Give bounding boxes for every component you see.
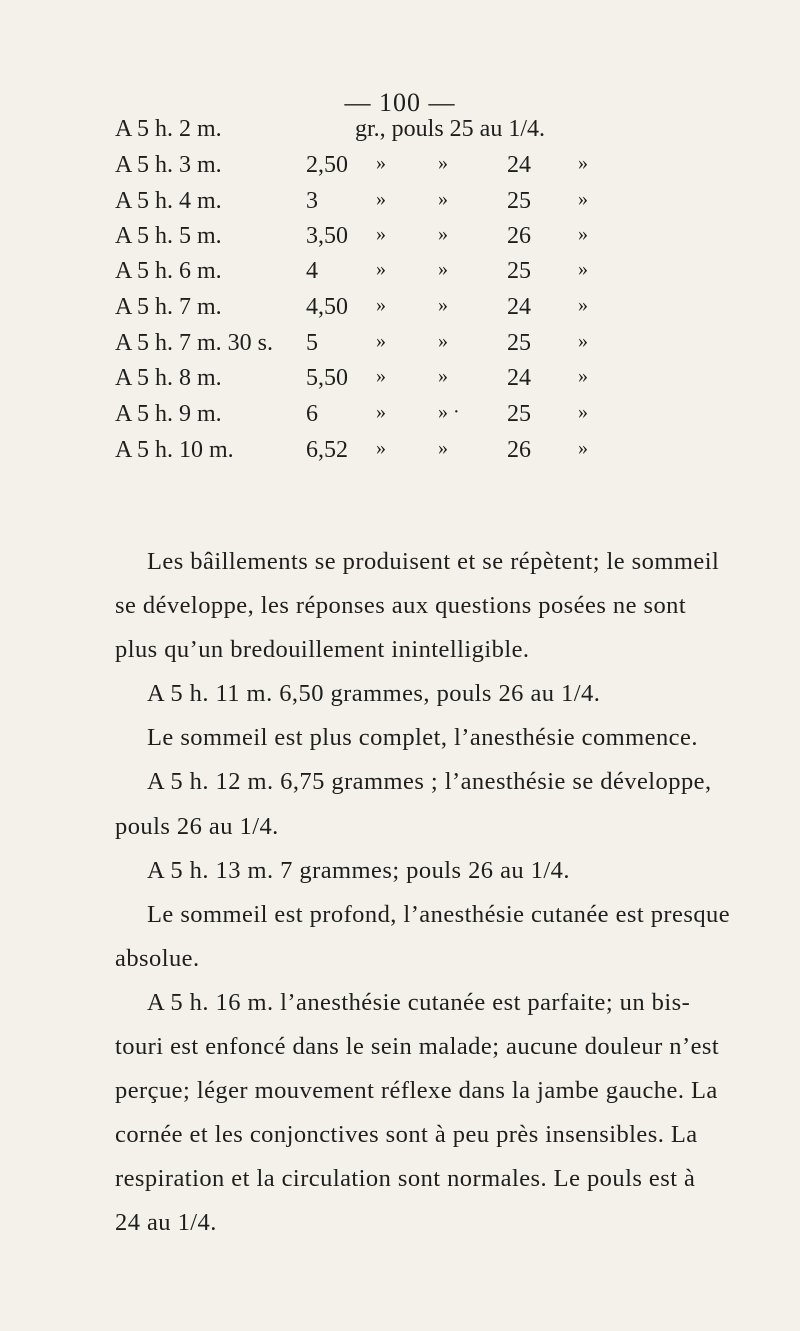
dose-cell: 6,52 <box>306 437 348 463</box>
text-line: 24 au 1/4. <box>115 1209 217 1237</box>
text-line: A 5 h. 12 m. 6,75 grammes ; l’anesthésie se développe, <box>147 768 712 796</box>
dose-cell: 4,50 <box>306 294 348 320</box>
table-row <box>0 294 800 326</box>
page-number: — 100 — <box>344 88 456 117</box>
ditto-mark: » · <box>438 401 460 423</box>
time-cell: A 5 h. 3 m. <box>115 152 222 178</box>
text-line: plus qu’un bredouillement inintelligible. <box>115 636 530 664</box>
table-row <box>0 401 800 433</box>
dose-cell: 4 <box>306 258 318 284</box>
text-line: Les bâillements se produisent et se répètent; le sommeil <box>147 548 720 575</box>
text-line: Le sommeil est profond, l’anesthésie cutanée est presque <box>147 900 731 928</box>
dose-cell: 5 <box>306 330 318 356</box>
ditto-mark: » <box>578 294 588 316</box>
ditto-mark: » <box>438 258 448 280</box>
table-row <box>0 437 800 469</box>
dose-cell: 6 <box>306 401 318 427</box>
ditto-mark: » <box>376 152 386 174</box>
time-cell: A 5 h. 2 m. <box>115 116 222 142</box>
text-line: A 5 h. 13 m. 7 grammes; pouls 26 au 1/4. <box>147 856 570 884</box>
text-line: Le sommeil est plus complet, l’anesthésie commence. <box>147 724 698 752</box>
ditto-mark: » <box>578 152 588 174</box>
table-row <box>0 330 800 362</box>
ditto-mark: » <box>578 401 588 423</box>
text-line: pouls 26 au 1/4. <box>115 812 279 840</box>
ditto-mark: » <box>578 365 588 387</box>
pulse-cell: 26 <box>507 437 531 463</box>
ditto-mark: » <box>438 223 448 245</box>
ditto-mark: » <box>438 188 448 210</box>
ditto-mark: » <box>438 330 448 352</box>
time-cell: A 5 h. 9 m. <box>115 401 222 427</box>
pulse-cell: 24 <box>507 152 531 178</box>
table-row <box>0 152 800 184</box>
dose-cell: 5,50 <box>306 365 348 391</box>
ditto-mark: » <box>376 258 386 280</box>
text-line: A 5 h. 11 m. 6,50 grammes, pouls 26 au 1/4. <box>147 680 601 708</box>
time-cell: A 5 h. 6 m. <box>115 258 222 284</box>
pulse-cell: 24 <box>507 294 531 320</box>
pulse-cell: 25 <box>507 330 531 356</box>
table-row <box>0 223 800 255</box>
text-line: A 5 h. 16 m. l’anesthésie cutanée est parfaite; un bis- <box>147 988 691 1016</box>
dose-cell: 3,50 <box>306 223 348 249</box>
dose-cell: 3 <box>306 188 318 214</box>
ditto-mark: » <box>376 365 386 387</box>
pulse-cell: 26 <box>507 223 531 249</box>
ditto-mark: » <box>376 223 386 245</box>
ditto-mark: » <box>438 437 448 459</box>
text-line: se développe, les réponses aux questions posées ne sont <box>115 592 687 620</box>
ditto-mark: » <box>376 294 386 316</box>
table-row <box>0 365 800 397</box>
pulse-cell: 25 <box>507 258 531 284</box>
time-cell: A 5 h. 10 m. <box>115 437 234 463</box>
text-line: perçue; léger mouvement réflexe dans la jambe gauche. La <box>115 1077 718 1105</box>
time-cell: A 5 h. 7 m. 30 s. <box>115 330 274 356</box>
body-text <box>115 540 800 1246</box>
text-line: cornée et les conjonctives sont à peu près insensibles. La <box>115 1121 698 1149</box>
text-line: touri est enfoncé dans le sein malade; aucune douleur n’est <box>115 1033 720 1061</box>
pulse-cell: 24 <box>507 365 531 391</box>
ditto-mark: » <box>438 365 448 387</box>
time-cell: A 5 h. 4 m. <box>115 188 222 214</box>
ditto-mark: » <box>376 437 386 459</box>
ditto-mark: » <box>578 258 588 280</box>
pulse-cell: 25 <box>507 401 531 427</box>
ditto-mark: » <box>438 294 448 316</box>
time-cell: A 5 h. 8 m. <box>115 365 222 391</box>
table-row <box>0 188 800 220</box>
ditto-mark: » <box>578 330 588 352</box>
time-cell: A 5 h. 7 m. <box>115 294 222 320</box>
ditto-mark: » <box>376 401 386 423</box>
ditto-mark: » <box>578 437 588 459</box>
header-text: gr., pouls 25 au 1/4. <box>355 116 545 142</box>
ditto-mark: » <box>578 223 588 245</box>
dose-cell: 2,50 <box>306 152 348 178</box>
table-header-row <box>0 116 800 148</box>
ditto-mark: » <box>376 188 386 210</box>
time-cell: A 5 h. 5 m. <box>115 223 222 249</box>
ditto-mark: » <box>376 330 386 352</box>
text-line: absolue. <box>115 944 200 972</box>
table-row <box>0 258 800 290</box>
text-line: respiration et la circulation sont normales. Le pouls est à <box>115 1165 696 1193</box>
ditto-mark: » <box>438 152 448 174</box>
ditto-mark: » <box>578 188 588 210</box>
pulse-cell: 25 <box>507 188 531 214</box>
